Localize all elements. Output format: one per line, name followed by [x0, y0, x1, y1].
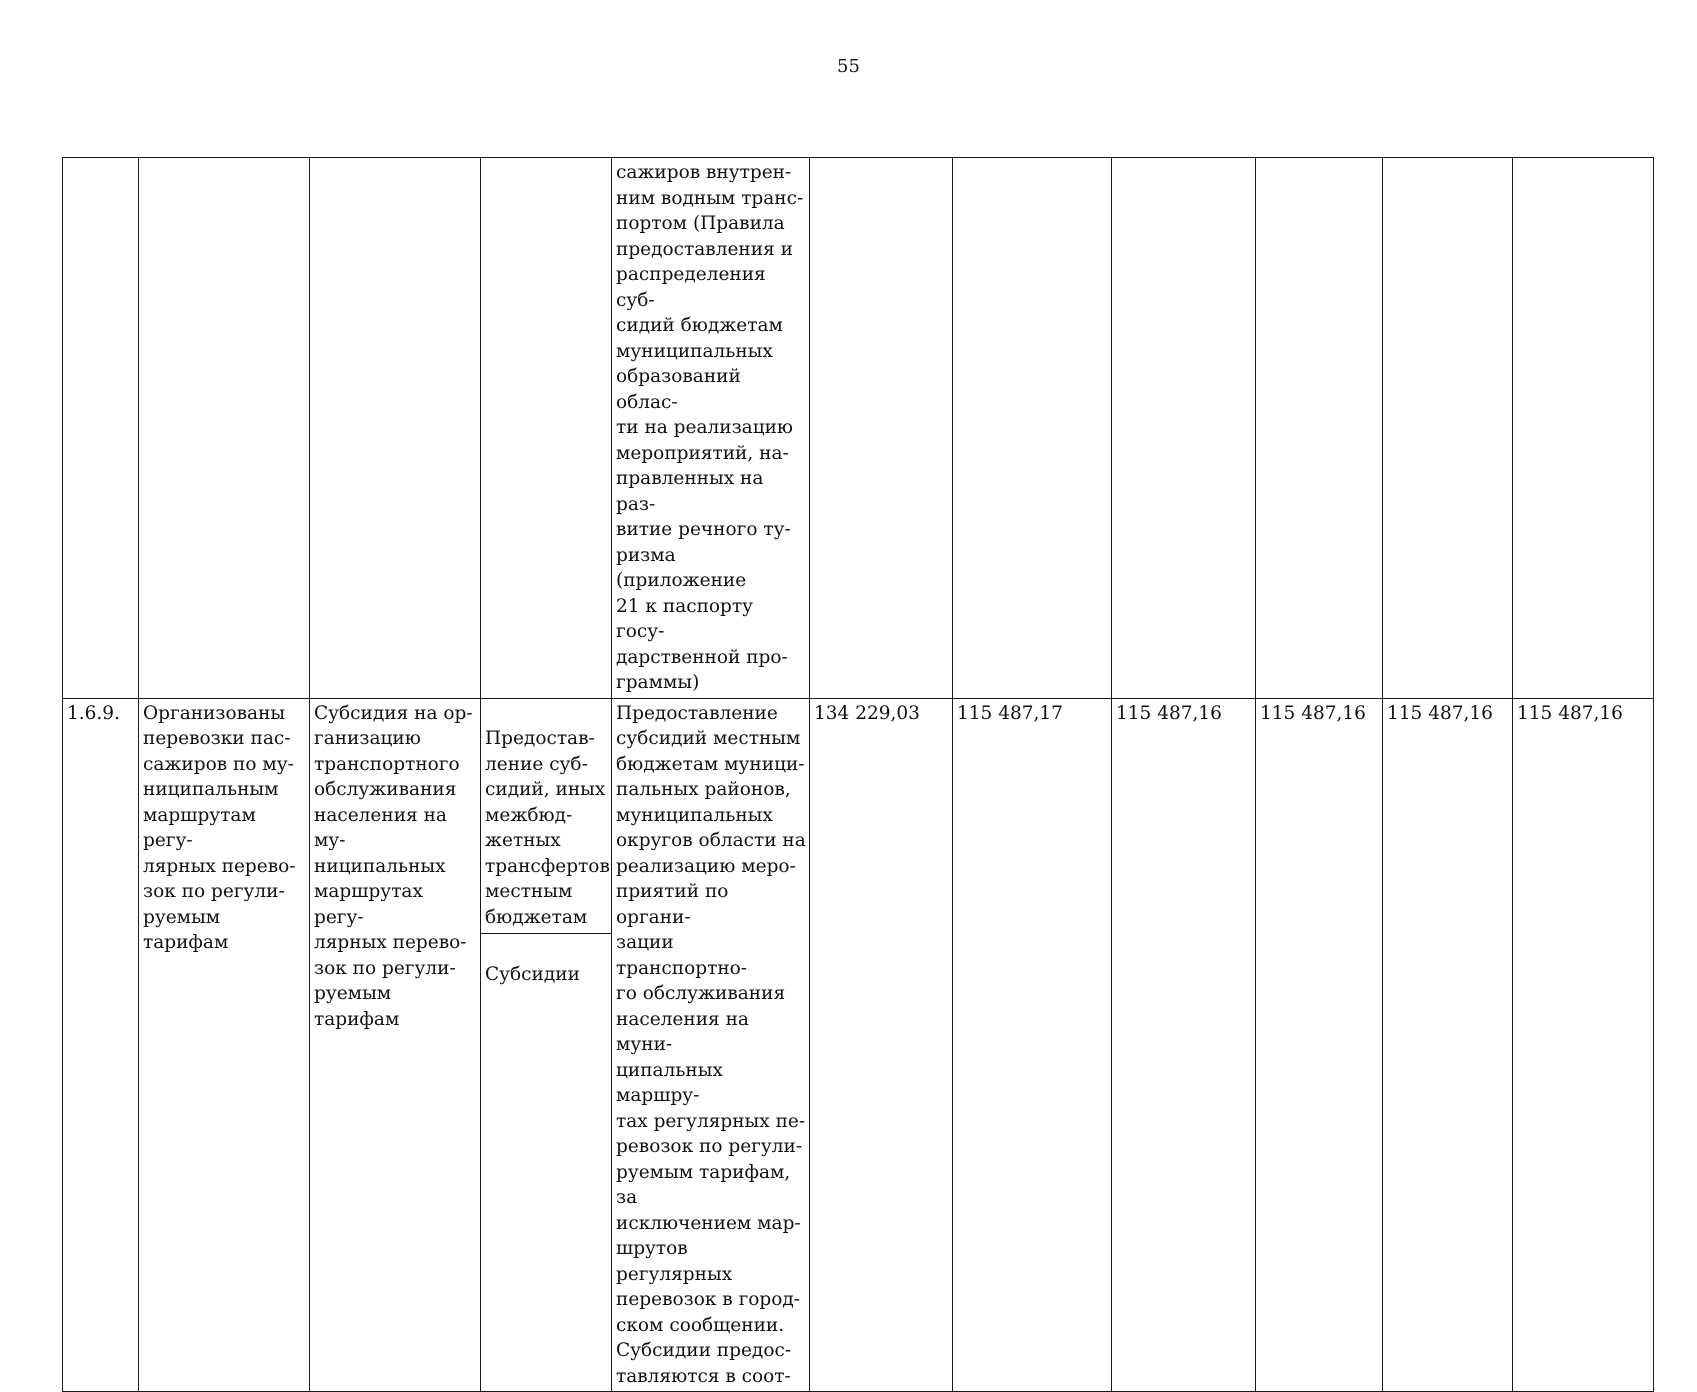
cell-value-empty [1383, 158, 1513, 699]
cell-value: 115 487,16 [1513, 698, 1654, 1392]
cell-value-empty [810, 158, 953, 699]
cell-value: 115 487,16 [1383, 698, 1513, 1392]
cell-description-continued: сажиров внутрен- ним водным транс- портом (Правила предоставления и распределения суб- сидий бюджетам муниципальных образований облас- ти на реализацию мероприятий, на- правленных на раз- витие речного ту- ризма (приложение 21 к паспорту госу- дарственной про- граммы) [612, 158, 810, 699]
cell-measure-empty [310, 158, 481, 699]
cell-value-empty [1112, 158, 1256, 699]
cell-type-main: Предостав- ление суб- сидий, иных межбюд- жетных трансфертов местным бюджетам [481, 724, 611, 934]
budget-table [62, 157, 1654, 1392]
cell-measure: Субсидия на ор- ганизацию транспортного обслуживания населения на му- ниципальных маршрутах регу- лярных перево- зок по регули- руемым тарифам [310, 698, 481, 1392]
page-number: 55 [837, 56, 860, 77]
cell-value: 115 487,16 [1256, 698, 1383, 1392]
cell-type [481, 698, 612, 1392]
cell-value-empty [1513, 158, 1654, 699]
cell-type-sub: Субсидии [485, 963, 580, 985]
cell-number-empty [63, 158, 139, 699]
cell-type-empty [481, 158, 612, 699]
cell-result-empty [139, 158, 310, 699]
table-row-1-6-9 [63, 698, 1654, 1392]
cell-number: 1.6.9. [63, 698, 139, 1392]
cell-value-empty [953, 158, 1112, 699]
cell-description: Предоставление субсидий местным бюджетам муници- пальных районов, муниципальных округов области на реализацию меро- приятий по органи- зации транспортно- го обслуживания населения на муни- ципальных маршру- тах регулярных пе- ревозок по регули- руемым тарифам, за исключением мар- шрутов регулярных перевозок в город- ском сообщении. Субсидии предос- тавляются в соот- [612, 698, 810, 1392]
cell-value-empty [1256, 158, 1383, 699]
cell-value: 115 487,16 [1112, 698, 1256, 1392]
cell-value: 134 229,03 [810, 698, 953, 1392]
cell-value: 115 487,17 [953, 698, 1112, 1392]
table-row-continuation [63, 158, 1654, 699]
cell-result: Организованы перевозки пас- сажиров по му- ниципальным маршрутам регу- лярных перево- зок по регули- руемым тарифам [139, 698, 310, 1392]
